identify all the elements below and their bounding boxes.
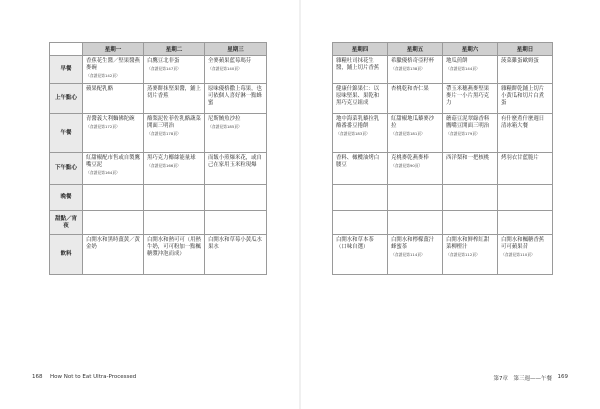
meal-cell: [443, 235, 498, 275]
meal-cell: [443, 211, 498, 235]
recipe-reference: （食譜見第181頁）: [391, 131, 425, 137]
meal-text: 全麥蘋果藍莓瑪芬: [208, 58, 252, 64]
meal-text: 帶玉米穗燕麥堅果麥片一小片黑巧克力: [446, 86, 490, 107]
meal-text: 白開水和檸檬薑汁蜂蜜茶: [391, 237, 435, 251]
recipe-reference: （食譜見第172頁）: [86, 124, 120, 130]
meal-cell: [205, 84, 267, 114]
recipe-reference: （食譜見第164頁）: [86, 170, 120, 176]
meal-row: [333, 185, 553, 211]
day-header: 星期五: [388, 43, 443, 56]
recipe-reference: （食譜見第90頁）: [391, 163, 423, 169]
meal-cell: [333, 56, 388, 84]
meal-text: 有什麼煮什麼週日清冰箱大餐: [501, 116, 545, 130]
meal-cell: [205, 211, 267, 235]
meal-label: 甜點／宵夜: [50, 211, 83, 235]
meal-text: 尼斯鮪魚沙拉: [208, 116, 241, 122]
meal-cell: [498, 84, 553, 114]
day-header: 星期三: [205, 43, 267, 56]
running-chapter: 第7章 第三週——午餐: [493, 376, 552, 382]
meal-cell: [205, 56, 267, 84]
meal-text: 青醬義大利麵佛陀碗: [86, 116, 135, 122]
recipe-reference: （食譜見第138頁）: [391, 66, 425, 72]
meal-row: [333, 153, 553, 185]
meal-cell: [83, 185, 144, 211]
meal-cell: [388, 185, 443, 211]
meal-text: 雜糧餅乾鋪上切片小黃瓜和切片白煮蛋: [501, 86, 545, 107]
recipe-reference: （食譜見第183頁）: [336, 131, 370, 137]
meal-cell: [443, 56, 498, 84]
day-header: 星期六: [443, 43, 498, 56]
meal-row: [333, 114, 553, 153]
recipe-reference: （食譜見第178頁）: [147, 131, 181, 137]
meal-cell: [498, 185, 553, 211]
meal-text: 白開水和楓糖香蕉可可蘋果昔: [501, 237, 545, 251]
meal-cell: [144, 235, 205, 275]
meal-cell: [388, 235, 443, 275]
meal-cell: [205, 114, 267, 153]
meal-text: 杏桃乾和杏仁果: [391, 86, 429, 92]
meal-text: 西洋梨和一把核桃: [446, 155, 490, 161]
meal-text: 酪梨泥佐菲佐乳酪蔬菜開面三明治: [147, 116, 201, 130]
meal-text: 紅甜椒配市售或自製鷹嘴豆泥: [86, 155, 140, 169]
recipe-reference: （食譜見第142頁）: [86, 73, 120, 79]
meal-label: 早餐: [50, 56, 83, 84]
meal-plan-table-right: [332, 42, 553, 275]
meal-text: 菠菜雞蛋歐姆蛋: [501, 58, 539, 64]
meal-row: [50, 153, 267, 185]
meal-text: 紅甜椒地瓜藜麥沙拉: [391, 116, 435, 130]
meal-cell: [333, 84, 388, 114]
meal-cell: [333, 153, 388, 185]
meal-cell: [83, 211, 144, 235]
meal-cell: [333, 235, 388, 275]
meal-cell: [83, 235, 144, 275]
meal-text: 白開水和草本茶（口味自選）: [336, 237, 374, 251]
meal-text: 健康什錦果仁：以原味堅果、果乾和黑巧克豆組成: [336, 86, 380, 107]
recipe-reference: （食譜見第144頁）: [446, 66, 480, 72]
meal-text: 原味優格撒上莓果，也可依個人喜好淋一點蜂蜜: [208, 86, 262, 107]
meal-cell: [333, 211, 388, 235]
meal-text: 黑巧克力椰絲能量球: [147, 155, 196, 161]
meal-cell: [498, 114, 553, 153]
meal-row: [50, 235, 267, 275]
meal-text: 白開水和黑時薑黃／黃金奶: [86, 237, 140, 251]
page-number-left: 168: [32, 374, 43, 380]
meal-row: [50, 56, 267, 84]
meal-row: [333, 84, 553, 114]
meal-label: 上午點心: [50, 84, 83, 114]
meal-text: 克桃麥乾燕麥棒: [391, 155, 429, 161]
meal-cell: [83, 56, 144, 84]
meal-cell: [144, 185, 205, 211]
day-header: 星期四: [333, 43, 388, 56]
meal-text: 希臘優格奇亞籽杯: [391, 58, 435, 64]
meal-text: 烤羽衣甘藍脆片: [501, 155, 539, 161]
meal-cell: [83, 114, 144, 153]
meal-cell: [144, 56, 205, 84]
running-title: How Not to Eat Ultra-Processed: [50, 374, 137, 380]
recipe-reference: （食譜見第110頁）: [501, 252, 535, 258]
day-header-row: [50, 43, 267, 56]
recipe-reference: （食譜見第114頁）: [391, 252, 425, 258]
meal-cell: [333, 185, 388, 211]
meal-text: 雜糧吐司抹花生醬，鋪上切片香蕉: [336, 58, 380, 72]
recipe-reference: （食譜見第112頁）: [446, 252, 480, 258]
meal-text: 蒸麥餅抹堅果醬，鋪上切片香蕉: [147, 86, 201, 100]
meal-cell: [83, 84, 144, 114]
meal-cell: [388, 211, 443, 235]
meal-cell: [388, 153, 443, 185]
day-header-row: [333, 43, 553, 56]
meal-cell: [498, 56, 553, 84]
meal-cell: [144, 84, 205, 114]
day-header: 星期日: [498, 43, 553, 56]
meal-cell: [443, 153, 498, 185]
meal-text: 香蕉花生醬／堅果醬燕麥碗: [86, 58, 140, 72]
meal-cell: [205, 185, 267, 211]
meal-row: [333, 56, 553, 84]
meal-cell: [205, 235, 267, 275]
meal-cell: [388, 114, 443, 153]
meal-cell: [144, 153, 205, 185]
meal-text: 白開水和草莓小黃瓜水果水: [208, 237, 262, 251]
recipe-reference: （食譜見第185頁）: [208, 124, 242, 130]
meal-plan-table-left: [49, 42, 267, 275]
meal-row: [50, 84, 267, 114]
page-number-right: 169: [557, 374, 568, 380]
meal-text: 地中海菜乳藜拉乳酪番番豆捲餅: [336, 116, 380, 130]
meal-cell: [443, 84, 498, 114]
meal-row: [50, 114, 267, 153]
recipe-reference: （食譜見第166頁）: [147, 163, 181, 169]
meal-cell: [388, 56, 443, 84]
meal-text: 而飯小煎爆米花，或自己在家用玉米粒現爆: [208, 155, 262, 169]
meal-label: 午餐: [50, 114, 83, 153]
recipe-reference: （食譜見第179頁）: [446, 131, 480, 137]
meal-text: 白鷹豆北非蛋: [147, 58, 180, 64]
meal-text: 白開水和鮮榨紅甜菜柳橙汁: [446, 237, 490, 251]
meal-cell: [83, 153, 144, 185]
meal-cell: [144, 114, 205, 153]
meal-row: [50, 211, 267, 235]
meal-cell: [443, 114, 498, 153]
meal-text: 香料、橄欖油烤白腰豆: [336, 155, 380, 169]
meal-text: 蘑菇豆泥翠綠香料鷹嘴豆開面三明治: [446, 116, 490, 130]
meal-cell: [498, 211, 553, 235]
recipe-reference: （食譜見第147頁）: [147, 66, 181, 72]
day-header: 星期二: [144, 43, 205, 56]
meal-label: 晚餐: [50, 185, 83, 211]
meal-text: 蘋果配乳酪: [86, 86, 113, 92]
book-gutter: [299, 0, 301, 409]
meal-label: 飲料: [50, 235, 83, 275]
recipe-reference: （食譜見第140頁）: [208, 66, 242, 72]
meal-cell: [388, 84, 443, 114]
corner-cell: [50, 43, 83, 56]
meal-row: [333, 235, 553, 275]
meal-cell: [205, 153, 267, 185]
meal-row: [50, 185, 267, 211]
meal-text: 白開水和熱可可（用熱牛奶，可可粉加一點楓糖漿沖泡而成）: [147, 237, 201, 258]
meal-cell: [144, 211, 205, 235]
meal-row: [333, 211, 553, 235]
meal-cell: [498, 153, 553, 185]
meal-cell: [333, 114, 388, 153]
meal-cell: [443, 185, 498, 211]
meal-label: 下午點心: [50, 153, 83, 185]
meal-cell: [498, 235, 553, 275]
meal-text: 地瓜煎餅: [446, 58, 468, 64]
day-header: 星期一: [83, 43, 144, 56]
